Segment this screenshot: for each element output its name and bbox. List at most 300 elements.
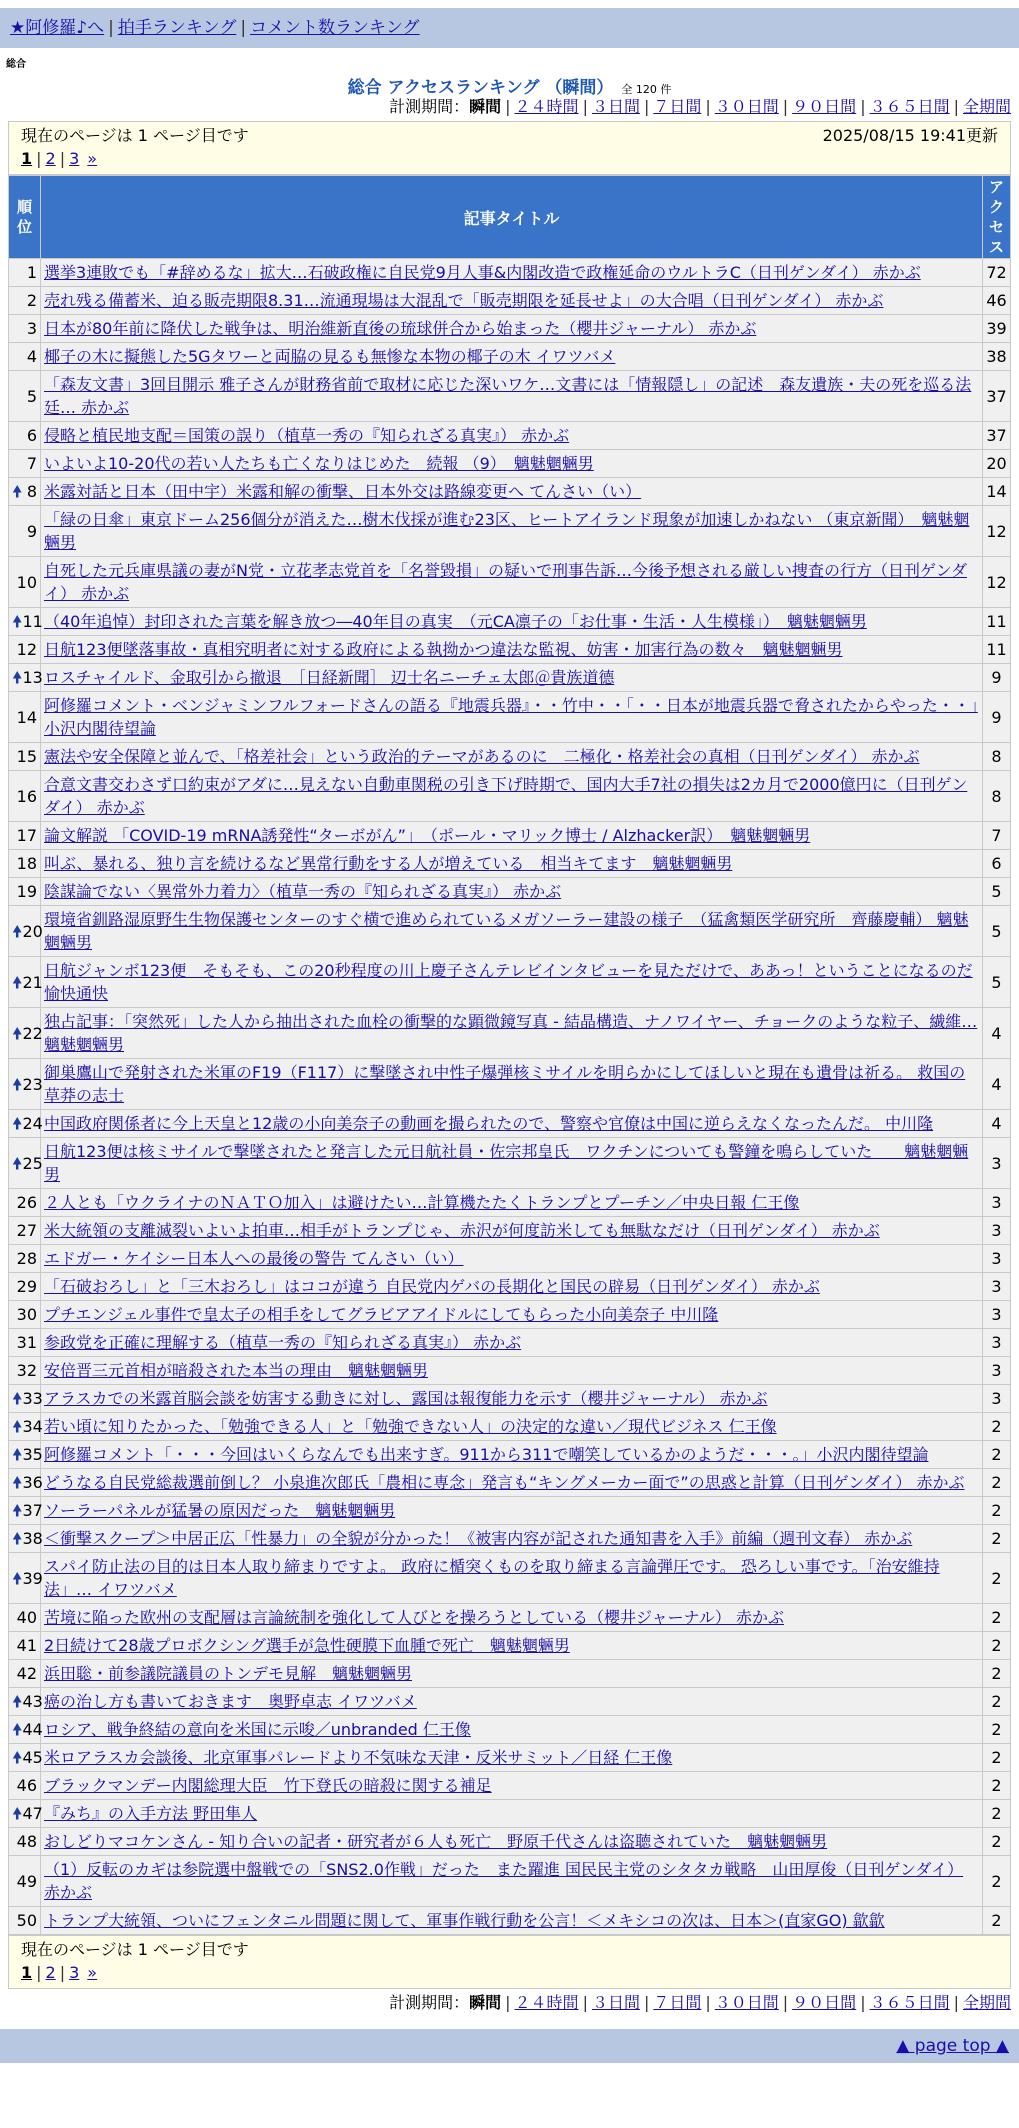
rank-cell [9, 450, 41, 478]
table-row [9, 315, 1011, 343]
table-row [9, 822, 1011, 850]
table-row [9, 1413, 1011, 1441]
title-cell [41, 506, 983, 557]
period-link[interactable]: ７日間 [653, 1993, 702, 2012]
rank-number: 50 [16, 1911, 37, 1930]
period-selector-top [0, 95, 1019, 119]
table-row [9, 906, 1011, 957]
rank-number: 38 [22, 1529, 43, 1548]
pager-page-link[interactable]: 2 [45, 1963, 56, 1982]
title-cell [41, 1800, 983, 1828]
article-link[interactable]: （40年追悼）封印された言葉を解き放つ―40年目の真実 （元CA凛子の「お仕事・生活・人生模様」） 魑魅魍魎男 [44, 612, 867, 631]
period-separator: | [860, 97, 866, 116]
article-link[interactable]: 癌の治し方も書いておきます 奥野卓志 イワツバメ [44, 1692, 417, 1711]
rank-cell [9, 822, 41, 850]
access-count: 3 [983, 1301, 1011, 1329]
pager-current-page: 1 [21, 1963, 33, 1982]
rank-number: 9 [26, 521, 37, 541]
article-link[interactable]: 中国政府関係者に今上天皇と12歳の小向美奈子の動画を撮られたので、警察や官僚は中国に逆らえなくなったんだ。 中川隆 [44, 1114, 934, 1133]
title-cell [41, 478, 983, 506]
table-row [9, 1660, 1011, 1688]
access-count: 2 [983, 1632, 1011, 1660]
access-count: 3 [983, 1217, 1011, 1245]
article-link[interactable]: 独占記事：「突然死」した人から抽出された血栓の衝撃的な顕微鏡写真 - 結晶構造、ナノワイヤー、チョークのような粒子、繊維… 魑魅魍魎男 [44, 1012, 978, 1054]
period-link[interactable]: ９０日間 [792, 1993, 857, 2012]
title-cell [41, 1245, 983, 1273]
access-count: 3 [983, 1357, 1011, 1385]
rank-cell [9, 771, 41, 822]
period-separator: | [705, 97, 711, 116]
rank-cell [9, 957, 41, 1008]
article-link[interactable]: 憲法や安全保障と並んで、「格差社会」という政治的テーマがあるのに 二極化・格差社会の真相（日刊ゲンダイ） 赤かぶ [44, 747, 920, 766]
pager-next-link[interactable]: » [87, 1963, 98, 1982]
title-cell [41, 878, 983, 906]
title-cell [41, 850, 983, 878]
access-count: 2 [983, 1497, 1011, 1525]
article-link[interactable]: 阿修羅コメント「・・・今回はいくらなんでも出来すぎ。911から311で嘲笑しているかのようだ・・・。」小沢内閣待望論 [44, 1445, 929, 1464]
table-row [9, 1828, 1011, 1856]
rank-number: 24 [22, 1114, 43, 1133]
title-cell [41, 1385, 983, 1413]
rank-number: 35 [22, 1445, 43, 1464]
period-current: 瞬間 [469, 97, 502, 116]
rank-cell [9, 371, 41, 422]
rank-cell [9, 1856, 41, 1907]
pager-current-page: 1 [21, 149, 33, 168]
table-row [9, 1110, 1011, 1138]
title-cell [41, 1907, 983, 1935]
access-count: 46 [983, 287, 1011, 315]
title-cell [41, 1604, 983, 1632]
rank-number: 7 [26, 454, 37, 473]
title-cell [41, 1497, 983, 1525]
title-cell [41, 1632, 983, 1660]
nav-separator: | [108, 18, 114, 38]
rank-cell [9, 1110, 41, 1138]
table-row [9, 1138, 1011, 1189]
rank-cell [9, 743, 41, 771]
title-cell [41, 259, 983, 287]
rank-number: 45 [22, 1748, 43, 1767]
rank-cell [9, 1008, 41, 1059]
access-count: 2 [983, 1716, 1011, 1744]
title-cell [41, 371, 983, 422]
article-link[interactable]: ＜衝撃スクープ＞中居正広「性暴力」の全貌が分かった！《被害内容が記された通知書を入手》前編（週刊文春） 赤かぶ [44, 1529, 913, 1548]
period-separator: | [505, 1993, 511, 2012]
table-row [9, 1245, 1011, 1273]
period-link[interactable]: ９０日間 [792, 97, 857, 116]
rank-up-arrow-icon: 🠝 [12, 1023, 23, 1043]
rank-cell [9, 422, 41, 450]
article-link[interactable]: 選挙3連敗でも「#辞めるな」拡大…石破政権に自民党9月人事&内閣改造で政権延命のウルトラC（日刊ゲンダイ） 赤かぶ [44, 263, 921, 282]
article-link[interactable]: 米ロアラスカ会談後、北京軍事パレードより不気味な天津・反米サミット／日経 仁王像 [44, 1748, 673, 1767]
rank-up-arrow-icon: 🠝 [12, 921, 23, 941]
page-info-panel-top [8, 121, 1011, 175]
table-row [9, 343, 1011, 371]
rank-up-arrow-icon: 🠝 [12, 1529, 23, 1548]
title-cell [41, 771, 983, 822]
access-count: 4 [983, 1008, 1011, 1059]
access-count: 4 [983, 1059, 1011, 1110]
table-row [9, 1217, 1011, 1245]
rank-number: 2 [26, 291, 37, 310]
rank-number: 5 [26, 386, 37, 406]
access-count: 38 [983, 343, 1011, 371]
table-row [9, 608, 1011, 636]
period-link[interactable]: ３日間 [591, 1993, 640, 2012]
table-row [9, 1553, 1011, 1604]
table-row [9, 1189, 1011, 1217]
title-cell [41, 1772, 983, 1800]
access-count: 2 [983, 1744, 1011, 1772]
title-cell [41, 1525, 983, 1553]
access-count: 3 [983, 1385, 1011, 1413]
rank-number: 37 [22, 1501, 43, 1520]
pager-top [21, 147, 998, 171]
table-row [9, 957, 1011, 1008]
rank-up-arrow-icon: 🠝 [12, 1804, 23, 1823]
rank-cell [9, 506, 41, 557]
period-label: 計測期間： [389, 97, 470, 116]
page-top-link[interactable]: ▲ page top ▲ [896, 2036, 1009, 2056]
rank-cell [9, 1217, 41, 1245]
rank-number: 16 [16, 786, 37, 806]
rank-number: 23 [22, 1074, 43, 1094]
article-link[interactable]: 「森友文書」3回目開示 雅子さんが財務省前で取材に応じた深いワケ…文書には「情報隠し」の記述 森友遺族・夫の死を巡る法廷… 赤かぶ [44, 375, 972, 417]
article-link[interactable]: 米大統領の支離滅裂いよいよ拍車…相手がトランプじゃ、赤沢が何度訪米しても無駄なだけ（日刊ゲンダイ） 赤かぶ [44, 1221, 880, 1240]
article-link[interactable]: ロスチャイルド、金取引から撤退 ［日経新聞］ 辺士名ニーチェ太郎＠貴族道德 [44, 668, 615, 687]
table-row [9, 1469, 1011, 1497]
period-link[interactable]: 全期間 [962, 1993, 1011, 2012]
article-link[interactable]: 米露対話と日本（田中宇）米露和解の衝撃、日本外交は路線変更へ てんさい（い） [44, 482, 642, 501]
rank-cell [9, 343, 41, 371]
table-row [9, 1008, 1011, 1059]
rank-number: 30 [16, 1305, 37, 1324]
article-link[interactable]: エドガー・ケイシー日本人への最後の警告 てんさい（い） [44, 1249, 464, 1268]
rank-cell [9, 1744, 41, 1772]
period-link[interactable]: ２４時間 [514, 97, 579, 116]
period-link[interactable]: ２４時間 [514, 1993, 579, 2012]
pager-separator: | [59, 149, 66, 168]
table-row [9, 1441, 1011, 1469]
access-count: 12 [983, 557, 1011, 608]
article-link[interactable]: 侵略と植民地支配＝国策の誤り（植草一秀の『知られざる真実』） 赤かぶ [44, 426, 570, 445]
article-link[interactable]: プチエンジェル事件で皇太子の相手をしてグラビアアイドルにしてもらった小向美奈子 中川隆 [44, 1305, 719, 1324]
article-link[interactable]: 日本が80年前に降伏した戦争は、明治維新直後の琉球併合から始まった（櫻井ジャーナル） 赤かぶ [44, 319, 757, 338]
article-link[interactable]: 阿修羅コメント・ベンジャミンフルフォードさんの語る『地震兵器』・・竹中・・「・・日本が地震兵器で脅されたからやった・・」小沢内閣待望論 [44, 696, 978, 738]
table-row [9, 1385, 1011, 1413]
title-cell [41, 1357, 983, 1385]
rank-cell [9, 1329, 41, 1357]
rank-number: 26 [16, 1193, 37, 1212]
title-cell [41, 1413, 983, 1441]
title-cell [41, 1716, 983, 1744]
pager-page-link[interactable]: 3 [69, 1963, 80, 1982]
nav-separator: | [240, 18, 247, 38]
pager-bottom [21, 1961, 998, 1985]
table-row [9, 664, 1011, 692]
applause-ranking-link[interactable]: 拍手ランキング [117, 18, 237, 38]
rank-number: 17 [16, 826, 37, 845]
rank-cell [9, 1469, 41, 1497]
rank-number: 44 [22, 1720, 43, 1739]
article-link[interactable]: いよいよ10-20代の若い人たちも亡くなりはじめた 続報 （9） 魑魅魍魎男 [44, 454, 594, 473]
article-link[interactable]: 2日続けて28歳プロボクシング選手が急性硬膜下血腫で死亡 魑魅魍魎男 [44, 1636, 570, 1655]
article-link[interactable]: 日航123便は核ミサイルで撃墜されたと発言した元日航社員・佐宗邦皇氏 ワクチンについても警鐘を鳴らしていた 魑魅魍魎男 [44, 1142, 969, 1184]
rank-cell [9, 1907, 41, 1935]
ranking-body [9, 259, 1011, 1935]
table-row [9, 1301, 1011, 1329]
rank-number: 14 [16, 707, 37, 727]
article-link[interactable]: 『みち』の入手方法 野田隼人 [44, 1804, 258, 1823]
article-link[interactable]: 参政党を正確に理解する（植草一秀の『知られざる真実』） 赤かぶ [44, 1333, 522, 1352]
rank-up-arrow-icon: 🠝 [12, 1748, 23, 1767]
rank-cell [9, 1301, 41, 1329]
current-page-text: 現在のページは 1 ページ目です [21, 126, 249, 145]
article-link[interactable]: 日航ジャンボ123便 そもそも、この20秒程度の川上慶子さんテレビインタビューを見ただけで、ああっ！ということになるのだ 愉快通快 [44, 961, 973, 1003]
period-separator: | [860, 1993, 866, 2012]
access-header: アクセス [983, 176, 1011, 259]
table-row [9, 850, 1011, 878]
access-count: 20 [983, 450, 1011, 478]
rank-cell [9, 287, 41, 315]
title-cell [41, 1217, 983, 1245]
title-cell [41, 1744, 983, 1772]
table-row [9, 771, 1011, 822]
pager-page-link[interactable]: 2 [45, 149, 56, 168]
table-row [9, 1772, 1011, 1800]
period-current: 瞬間 [469, 1993, 502, 2012]
title-cell [41, 957, 983, 1008]
table-row [9, 478, 1011, 506]
rank-cell [9, 1497, 41, 1525]
period-label: 計測期間： [389, 1993, 470, 2012]
period-link[interactable]: ３日間 [591, 97, 640, 116]
table-row [9, 1688, 1011, 1716]
access-count: 37 [983, 371, 1011, 422]
current-page-text: 現在のページは 1 ページ目です [21, 1940, 249, 1959]
article-link[interactable]: 苦境に陥った欧州の支配層は言論統制を強化して人びとを操ろうとしている（櫻井ジャーナル） 赤かぶ [44, 1608, 784, 1627]
rank-number: 20 [22, 921, 43, 941]
access-count: 14 [983, 478, 1011, 506]
page-title [0, 73, 1019, 98]
top-nav-bar [0, 8, 1019, 48]
article-link[interactable]: 売れ残る備蓄米、迫る販売期限8.31…流通現場は大混乱で「販売期限を延長せよ」の大合唱（日刊ゲンダイ） 赤かぶ [44, 291, 884, 310]
table-row [9, 743, 1011, 771]
rank-cell [9, 1525, 41, 1553]
rank-number: 48 [16, 1832, 37, 1851]
title-cell [41, 287, 983, 315]
pager-next-link[interactable]: » [87, 149, 98, 168]
table-row [9, 1632, 1011, 1660]
article-link[interactable]: おしどりマコケンさん - 知り合いの記者・研究者が６人も死亡 野原千代さんは盗聴されていた 魑魅魍魎男 [44, 1832, 828, 1851]
rank-number: 29 [16, 1277, 37, 1296]
table-row [9, 1059, 1011, 1110]
rank-cell [9, 608, 41, 636]
article-link[interactable]: 浜田聡・前参議院議員のトンデモ見解 魑魅魍魎男 [44, 1664, 413, 1683]
access-count: 2 [983, 1413, 1011, 1441]
article-link[interactable]: 若い頃に知りたかった、「勉強できる人」と「勉強できない人」の決定的な違い／現代ビジネス 仁王像 [44, 1417, 777, 1436]
rank-cell [9, 478, 41, 506]
rank-up-arrow-icon: 🠝 [12, 1389, 23, 1408]
article-link[interactable]: ロシア、戦争終結の意向を米国に示唆／unbranded 仁王像 [44, 1720, 471, 1739]
access-count: 2 [983, 1441, 1011, 1469]
title-cell [41, 1110, 983, 1138]
pager-page-link[interactable]: 3 [69, 149, 80, 168]
access-count: 2 [983, 1660, 1011, 1688]
title-cell [41, 1856, 983, 1907]
article-link[interactable]: 陰謀論でない〈異常外力着力〉（植草一秀の『知られざる真実』） 赤かぶ [44, 882, 562, 901]
article-link[interactable]: アラスカでの米露首脳会談を妨害する動きに対し、露国は報復能力を示す（櫻井ジャーナル） 赤かぶ [44, 1389, 768, 1408]
access-count: 39 [983, 315, 1011, 343]
rank-up-arrow-icon: 🠝 [12, 668, 23, 687]
rank-cell [9, 1385, 41, 1413]
period-separator: | [705, 1993, 711, 2012]
rank-cell [9, 1553, 41, 1604]
table-row [9, 636, 1011, 664]
title-cell [41, 1301, 983, 1329]
period-link[interactable]: ３６５日間 [869, 1993, 950, 2012]
ranking-table [8, 175, 1011, 1935]
access-count: 3 [983, 1189, 1011, 1217]
access-count: 37 [983, 422, 1011, 450]
rank-up-arrow-icon: 🠝 [12, 482, 23, 501]
title-cell [41, 692, 983, 743]
rank-number: 8 [26, 482, 37, 501]
period-selector-bottom [0, 1991, 1019, 2015]
title-cell [41, 343, 983, 371]
table-row [9, 1800, 1011, 1828]
rank-cell [9, 259, 41, 287]
article-link[interactable]: ２人とも「ウクライナのＮＡＴＯ加入」は避けたい…計算機たたくトランプとプーチン／中央日報 仁王像 [44, 1193, 800, 1212]
access-count: 2 [983, 1800, 1011, 1828]
period-separator: | [582, 97, 588, 116]
rank-up-arrow-icon: 🠝 [12, 1720, 23, 1739]
rank-cell [9, 1800, 41, 1828]
rank-cell [9, 878, 41, 906]
article-link[interactable]: スパイ防止法の目的は日本人取り締まりですよ。 政府に楯突くものを取り締まる言論弾圧です。 恐ろしい事です。「治安維持法」… イワツバメ [44, 1557, 940, 1599]
access-count: 2 [983, 1828, 1011, 1856]
rank-number: 39 [22, 1568, 43, 1588]
article-link[interactable]: 合意文書交わさず口約束がアダに…見えない自動車関税の引き下げ時期で、国内大手7社の損失は2カ月で2000億円に（日刊ゲンダイ） 赤かぶ [44, 775, 968, 817]
access-count: 2 [983, 1856, 1011, 1907]
rank-cell [9, 1138, 41, 1189]
period-link[interactable]: ３０日間 [714, 1993, 779, 2012]
rank-number: 25 [22, 1153, 43, 1173]
article-link[interactable]: トランプ大統領、ついにフェンタニル問題に関して、軍事作戦行動を公言！＜メキシコの次は、日本＞(直家GO) 歙歙 [44, 1911, 885, 1930]
home-link[interactable]: ★阿修羅♪へ [10, 18, 105, 38]
rank-up-arrow-icon: 🠝 [12, 1153, 23, 1173]
title-cell [41, 1059, 983, 1110]
access-count: 3 [983, 1273, 1011, 1301]
period-separator: | [505, 97, 511, 116]
rank-cell [9, 636, 41, 664]
access-count: 5 [983, 878, 1011, 906]
rank-number: 12 [16, 640, 37, 659]
period-link[interactable]: 全期間 [962, 97, 1011, 116]
article-link[interactable]: 「緑の日傘」東京ドーム256個分が消えた…樹木伐採が進む23区、ヒートアイランド現象が加速しかねない （東京新聞） 魑魅魍魎男 [44, 510, 970, 552]
article-link[interactable]: 自死した元兵庫県議の妻がN党・立花孝志党首を「名誉毀損」の疑いで刑事告訴…今後予想される厳しい捜査の行方（日刊ゲンダイ） 赤かぶ [44, 561, 968, 603]
rank-number: 46 [16, 1776, 37, 1795]
rank-up-arrow-icon: 🠝 [12, 612, 23, 631]
period-link[interactable]: ７日間 [653, 97, 702, 116]
rank-number: 36 [22, 1473, 43, 1492]
rank-number: 15 [16, 747, 37, 766]
title-cell [41, 1688, 983, 1716]
period-separator: | [643, 97, 650, 116]
article-link[interactable]: 叫ぶ、暴れる、独り言を続けるなど異常行動をする人が増えている 相当キてます 魑魅魍魎男 [44, 854, 733, 873]
rank-up-arrow-icon: 🠝 [12, 1114, 23, 1133]
title-cell [41, 1828, 983, 1856]
rank-number: 43 [22, 1692, 43, 1711]
title-cell [41, 1273, 983, 1301]
rank-number: 41 [16, 1636, 37, 1655]
table-row [9, 1744, 1011, 1772]
rank-up-arrow-icon: 🠝 [12, 1417, 23, 1436]
rank-number: 31 [16, 1333, 37, 1352]
rank-cell [9, 664, 41, 692]
table-row [9, 1604, 1011, 1632]
access-count: 5 [983, 957, 1011, 1008]
period-separator: | [953, 1993, 959, 2012]
access-count: 4 [983, 1110, 1011, 1138]
article-link[interactable]: どうなる自民党総裁選前倒し？ 小泉進次郎氏「農相に専念」発言も“キングメーカー面で”の思惑と計算（日刊ゲンダイ） 赤かぶ [44, 1473, 965, 1492]
pager-separator: | [36, 149, 42, 168]
table-row [9, 287, 1011, 315]
period-link[interactable]: ３６５日間 [869, 97, 950, 116]
article-link[interactable]: 日航123便墜落事故・真相究明者に対する政府による執拗かつ違法な監視、妨害・加害行為の数々 魑魅魍魎男 [44, 640, 843, 659]
rank-up-arrow-icon: 🠝 [12, 1445, 23, 1464]
article-link[interactable]: 椰子の木に擬態した5Gタワーと両脇の見るも無惨な本物の椰子の木 イワツバメ [44, 347, 616, 366]
article-link[interactable]: 論文解説 「COVID-19 mRNA誘発性“ターボがん”」 （ポール・マリック博士 / Alzhacker訳） 魑魅魍魎男 [44, 826, 811, 845]
pager-separator: | [36, 1963, 42, 1982]
access-count: 7 [983, 822, 1011, 850]
access-count: 2 [983, 1469, 1011, 1497]
period-separator: | [643, 1993, 650, 2012]
table-row [9, 1716, 1011, 1744]
access-count: 6 [983, 850, 1011, 878]
article-link[interactable]: 御巣鷹山で発射された米軍のF19（F117）に撃墜され中性子爆弾核ミサイルを明らかにしてほしいと現在も遺骨は祈る。 救国の草莽の志士 [44, 1063, 966, 1105]
access-count: 8 [983, 771, 1011, 822]
access-count: 12 [983, 506, 1011, 557]
rank-cell [9, 315, 41, 343]
period-link[interactable]: ３０日間 [714, 97, 779, 116]
rank-number: 42 [16, 1664, 37, 1683]
table-row [9, 1525, 1011, 1553]
rank-cell [9, 692, 41, 743]
title-cell [41, 557, 983, 608]
article-link[interactable]: （1）反転のカギは参院選中盤戦での「SNS2.0作戦」だった また躍進 国民民主党のシタタカ戦略 山田厚俊（日刊ゲンダイ） 赤かぶ [44, 1860, 964, 1902]
article-link[interactable]: 安倍晋三元首相が暗殺された本当の理由 魑魅魍魎男 [44, 1361, 429, 1380]
comment-ranking-link[interactable]: コメント数ランキング [250, 18, 420, 38]
access-count: 11 [983, 636, 1011, 664]
article-link[interactable]: ブラックマンデー内閣総理大臣 竹下登氏の暗殺に関する補足 [44, 1776, 492, 1795]
rank-number: 18 [16, 854, 37, 873]
updated-timestamp: 2025/08/15 19:41更新 [822, 126, 998, 145]
rank-number: 11 [22, 612, 43, 631]
title-cell [41, 1469, 983, 1497]
article-link[interactable]: 「石破おろし」と「三木おろし」はココが違う 自民党内ゲバの長期化と国民の辟易（日刊ゲンダイ） 赤かぶ [44, 1277, 820, 1296]
article-link[interactable]: 環境省釧路湿原野生生物保護センターのすぐ横で進められているメガソーラー建設の様子 （猛禽類医学研究所 齊藤慶輔） 魑魅魍魎男 [44, 910, 969, 952]
rank-cell [9, 1357, 41, 1385]
article-link[interactable]: ソーラーパネルが猛暑の原因だった 魑魅魍魎男 [44, 1501, 396, 1520]
rank-cell [9, 1059, 41, 1110]
bottom-bar [0, 2029, 1019, 2063]
rank-up-arrow-icon: 🠝 [12, 1074, 23, 1094]
rank-number: 22 [22, 1023, 43, 1043]
rank-number: 10 [16, 572, 37, 592]
title-cell [41, 608, 983, 636]
